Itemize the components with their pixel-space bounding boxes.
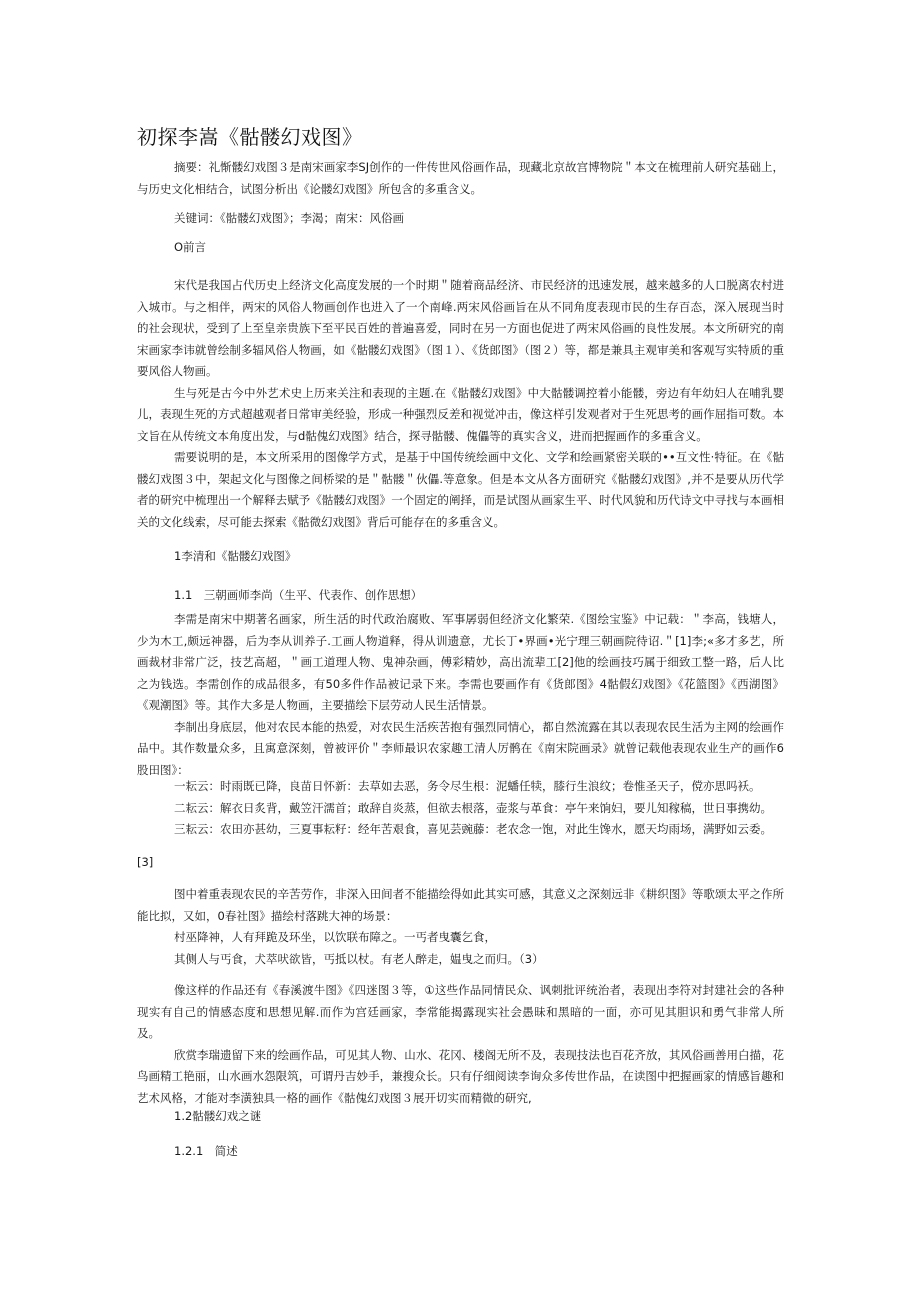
paragraph: 图中着重表现农民的辛苦劳作，非深入田间者不能描绘得如此其实可感，其意义之深刻远非《耕织图》等歌颂太平之作所能比拟，又如，0春社图》描绘村落跳大神的场景： <box>137 887 784 923</box>
paragraph: 像这样的作品还有《春溪渡牛图》《四迷图３等，①这些作品同情民众、讽刺批评统治者，表现出李符对封建社会的各种现实有自己的情感态度和思想见解.而作为宫廷画家，李常能揭露现实社会愚昧和黑暗的一面，亦可见其胆识和勇气非常人所及。 <box>137 983 784 1040</box>
paragraph: 宋代是我国占代历史上经济文化高度发展的一个时期＂随着商品经济、市民经济的迅速发展，越来越多的人口脱离农村进入城市。与之相伴，两宋的风俗人物画创作也进入了一个南峰.两宋风俗画旨在从不同角度表现市民的生存百态，深入展现当时的社会现状，受到了上至皇亲贵族下至平民百姓的普遍喜爱，同时在另一方面也促进了两宋风俗画的良性发展。本文所研究的南宋画家李讳就曾绘制多辐风俗人物画，如《骷髅幻戏图》（图１）、《货郎图》（图２）等，都是兼具主观审美和客观写实特质的重要风俗人物画。 <box>137 278 784 378</box>
after-poem-section <box>137 884 784 970</box>
quote-line: 其侧人与丐食，犬萃吠欲皆，丐抵以杖。有老人醉走，媪曳之而归。（3） <box>174 951 544 966</box>
poem-line: 二耘云：解衣日炙背，戴笠汗濡首；敢辞自炎蒸，但欲去根落，壶浆与革食：亭午来饷妇，要儿知稼稿，世日事携幼。 <box>174 800 772 815</box>
paragraph: 李需是南宋中期著名画家，所生活的时代政治腐败、军事孱弱但经济文化繁荣.《图绘宝鉴》中记载：＂李高，钱塘人，少为木工,颇远神器，后为李从训养子.工画人物道释，得从训遗意，尤长丁•界画•光宁理三朝画院待诏.＂[1]李;«多才多艺，所画裁材非常广泛，技艺高超，＂画工道理人物、鬼神杂画，傅彩精妙，高出流辈工[2]他的绘画技巧属于细致工整一路，后人比之为钱选。李需创作的成品很多，有50多件作品被记录下来。李需也要画作有《货郎图》4骷假幻戏图》《花篮图》《西湖图》《观潮图》等。其作大多是人物画，主要描绘下层劳动人民生活情景。 <box>137 612 784 712</box>
intro-section <box>137 275 784 533</box>
closing-section <box>137 980 784 1109</box>
abstract-text: 摘要：礼惭髅幻戏图３是南宋画家李SJ创作的一件传世风俗画作品，现藏北京故宫博物院＂本文在梳理前人研究基础上，与历史文化相结合，试图分析出《论髅幻戏图》所包含的多重含义。 <box>137 160 784 196</box>
abstract-block <box>137 157 784 200</box>
keywords: 关键词：《骷髅幻戏图》；李渴；南宋：风俗画 <box>174 211 404 225</box>
section-heading-1-2: 1.2骷髅幻戏之谜 <box>174 1109 262 1123</box>
quote-line: 村巫降神，人有拜跪及环坐，以饮联布障之。一丐者曳囊乞食， <box>174 930 496 944</box>
section-heading-preface: O前言 <box>174 240 207 254</box>
poem-line: 三耘云：农田亦甚幼，三夏事耘籽：经年苦艰食，喜见芸豌藤：老农念一饱，对此生馋水，愿天均雨场，满野如云委。 <box>174 822 772 836</box>
section-heading-1-2-1: 1.2.1 简述 <box>174 1144 238 1158</box>
paragraph: 生与死是古今中外艺术史上历来关注和表现的主题.在《骷髅幻戏图》中大骷髅调控着小能髅，旁边有年幼妇人在哺乳婴儿，表现生死的方式超越观者日常审美经验，形成一种强烈反差和视觉冲击，像这样引发观者对于生死思考的画作屈指可数。本文旨在从传统文本角度出发，与d骷傀幻戏图》结合，探寻骷髅、傀儡等的真实含义，进而把握画作的多重含义。 <box>137 385 784 443</box>
document-title: 初探李嵩《骷髅幻戏图》 <box>137 125 363 149</box>
paragraph: 欣赏李瑞遗留下来的绘画作品，可见其人物、山水、花冈、楼阁无所不及，表现技法也百花齐放，其风俗画善用白描，花鸟画精工艳丽，山水画水怨限筑，可谓丹吉妙手，兼搜众长。只有仔细阅读李询众多传世作品，在读图中把握画家的情感旨趣和艺术风格，才能对李潢独具一格的画作《骷傀幻戏图３展开切实而精微的研究, <box>137 1047 784 1105</box>
section-heading-1-1: 1.1 三朝画师李尚（生平、代表作、创作思想） <box>174 588 423 602</box>
section-heading-1: 1李清和《骷髅幻戏图》 <box>174 549 297 563</box>
poem-block <box>137 776 784 841</box>
poem-line: 一耘云：时雨既已降，良苗日怀新：去草如去恶，务令尽生根：泥蟠任犊，膝行生浪纹；卷惟圣天子，傥亦思吗袄。 <box>174 779 761 793</box>
reference-marker: [3] <box>137 855 154 869</box>
biography-section <box>137 609 784 781</box>
paragraph: 李制出身底层，他对农民本能的热爱，对农民生活疾苦抱有强烈同情心，都自然流露在其以表现农民生活为主网的绘画作品中。其作数量众多，且寓意深刻，曾被评价＂李师最识农家趣工清人厉鹘在《南宋院画录》就曾记载他表现农业生产的画作6股田图》： <box>137 719 784 777</box>
paragraph: 需要说明的是，本文所采用的图像学方式，是基于中国传统绘画中文化、文学和绘画紧密关联的••互文性·特征。在《骷髅幻戏图３中，架起文化与图像之间桥梁的是＂骷髅＂伙儡.等意象。但是本文从各方面研究《骷髅幻戏图》,并不是要从历代学者的研究中梳理出一个解释去赋予《骷髅幻戏图》一个固定的阐择，而是试图从画家生平、时代风貌和历代诗文中寻找与本画相关的文化线索，尽可能去探索《骷微幻戏图》背后可能存在的多重含义。 <box>137 450 784 529</box>
